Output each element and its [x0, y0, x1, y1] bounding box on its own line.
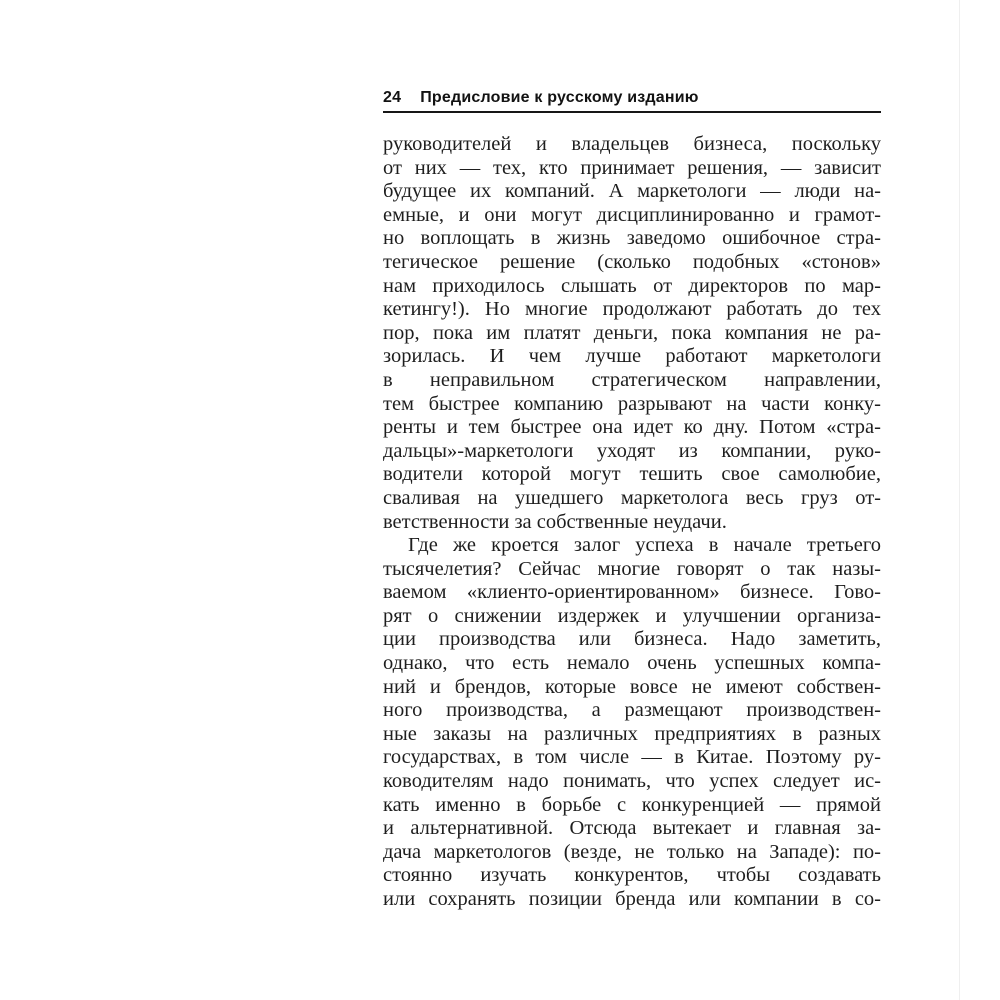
body-line: кать именно в борьбе с конкуренцией — прямой [383, 793, 881, 816]
body-line: от них — тех, кто принимает решения, — зависит [383, 156, 881, 179]
body-line: дальцы»-маркетологи уходят из компании, руко- [383, 439, 881, 462]
body-line: государствах, в том числе — в Китае. Поэтому ру- [383, 746, 881, 769]
body-line: сваливая на ушедшего маркетолога весь груз от- [383, 486, 881, 509]
body-text [383, 133, 881, 912]
body-line: в неправильном стратегическом направлении, [383, 368, 881, 391]
page-number: 24 [383, 89, 402, 106]
body-line: тысячелетия? Сейчас многие говорят о так назы- [383, 557, 881, 580]
body-line: ваемом «клиенто-ориентированном» бизнесе. Гово- [383, 581, 881, 604]
body-line: ний и брендов, которые вовсе не имеют собствен- [383, 675, 881, 698]
body-line: Где же кроется залог успеха в начале третьего [408, 534, 881, 557]
body-line: емные, и они могут дисциплинированно и грамот- [383, 203, 881, 226]
body-line: тегическое решение (сколько подобных «стонов» [383, 250, 881, 273]
body-line: кетингу!). Но многие продолжают работать до тех [383, 298, 881, 321]
body-line: стоянно изучать конкурентов, чтобы создавать [383, 864, 881, 887]
body-line: но воплощать в жизнь заведомо ошибочное стра- [383, 227, 881, 250]
body-line: дача маркетологов (везде, не только на Западе): по- [383, 840, 881, 863]
body-line: ководителям надо понимать, что успех следует ис- [383, 770, 881, 793]
running-header [383, 89, 881, 113]
text-column [383, 89, 881, 912]
chapter-title: Предисловие к русскому изданию [420, 89, 699, 106]
body-line: ные заказы на различных предприятиях в разных [383, 722, 881, 745]
body-line: или сохранять позиции бренда или компании в со- [383, 888, 881, 910]
body-line: пор, пока им платят деньги, пока компания не ра- [383, 321, 881, 344]
body-line: водители которой могут тешить свое самолюбие, [383, 463, 881, 486]
body-line: зорилась. И чем лучше работают маркетологи [383, 345, 881, 368]
body-line: однако, что есть немало очень успешных компа- [383, 652, 881, 675]
body-line: руководителей и владельцев бизнеса, поскольку [383, 133, 881, 155]
body-line: ветственности за собственные неудачи. [383, 510, 727, 533]
scan-edge-line [959, 0, 960, 1000]
body-line: нам приходилось слышать от директоров по мар- [383, 274, 881, 297]
body-line: ренты и тем быстрее она идет ко дну. Потом «стра- [383, 416, 881, 439]
body-line: тем быстрее компанию разрывают на части конку- [383, 392, 881, 415]
body-line: будущее их компаний. А маркетологи — люди на- [383, 180, 881, 203]
body-line: ции производства или бизнеса. Надо заметить, [383, 628, 881, 651]
body-line: ного производства, а размещают производствен- [383, 699, 881, 722]
body-line: и альтернативной. Отсюда вытекает и главная за- [383, 817, 881, 840]
body-line: рят о снижении издержек и улучшении организа- [383, 604, 881, 627]
